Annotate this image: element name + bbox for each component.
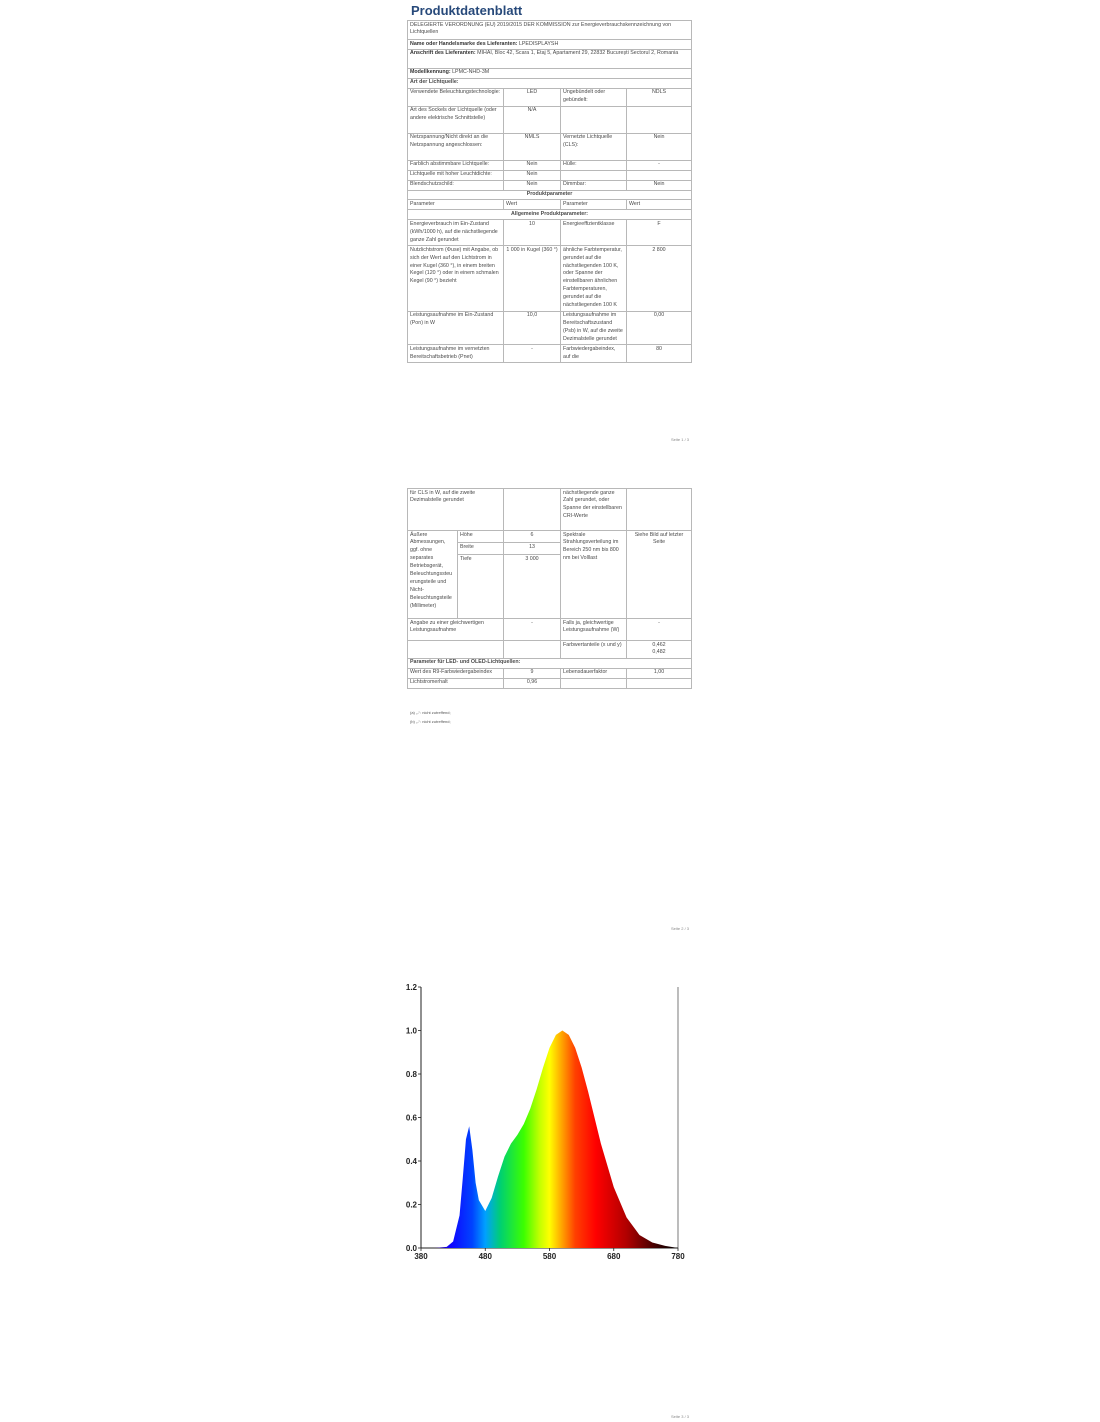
x-tick-label: 480: [478, 1252, 492, 1261]
y-tick-label: 0.6: [405, 1113, 417, 1123]
product-params-header: Produktparameter: [408, 190, 692, 200]
column-header: Wert: [627, 200, 692, 210]
x-tick-label: 580: [542, 1252, 557, 1261]
general-params-header: Allgemeine Produktparameter:: [408, 210, 692, 220]
cell-value: Nein: [504, 180, 561, 190]
datasheet-table-1: [407, 20, 692, 363]
cell-label: Art des Sockels der Lichtquelle (oder andere elektrische Schnittstelle): [408, 106, 504, 133]
cell-value: 80: [627, 345, 692, 363]
cell-value: F: [627, 220, 692, 246]
cell-label: Leistungsaufnahme im vernetzten Bereitschaftsbetrieb (Pnet): [408, 345, 504, 363]
cell-value: N/A: [504, 106, 561, 133]
y-tick-label: 1.0: [405, 1026, 417, 1036]
datasheet-table-2: [407, 488, 692, 689]
cell-value: 3 000: [504, 555, 561, 619]
spectrum-area: [421, 1031, 678, 1249]
cell-value: 0,462 0,482: [627, 641, 692, 659]
cell-label: Ungebündelt oder gebündelt:: [561, 88, 627, 106]
cell-label: Leistungsaufnahme im Ein-Zustand (Pon) in W: [408, 311, 504, 345]
cell-value: 6: [504, 531, 561, 543]
cell-label: Verwendete Beleuchtungstechnologie:: [408, 88, 504, 106]
cell-value: -: [504, 619, 561, 641]
cell-label: Farbwiedergabeindex, auf die: [561, 345, 627, 363]
x-tick-label: 380: [414, 1252, 428, 1261]
cell-empty: [627, 678, 692, 688]
y-tick-label: 1.2: [405, 983, 417, 992]
cell-label: Nutzlichtstrom (Φuse) mit Angabe, ob sich der Wert auf den Lichtstrom in einer Kugel (360 °), in einem breiten Kegel (120 °) oder in einem schmalen Kegel (90 °) bezieht: [408, 246, 504, 312]
page-number: Seite 3 / 3: [671, 1414, 690, 1419]
cell-label: Netzspannung/Nicht direkt an die Netzspannung angeschlossen:: [408, 133, 504, 160]
page-number: Seite 2 / 3: [671, 926, 690, 931]
cell-label: Höhe: [458, 531, 504, 543]
cell-value: -: [627, 619, 692, 641]
cell-value: Nein: [504, 160, 561, 170]
cell-value: 1 000 in Kugel (360 °): [504, 246, 561, 312]
cell-label: Farbwertanteile (x und y): [561, 641, 627, 659]
cell-value: 0,96: [504, 678, 561, 688]
cell-empty: [561, 106, 627, 133]
cell-value: Siehe Bild auf letzter Seite: [627, 531, 692, 619]
cell-value: LED: [504, 88, 561, 106]
cell-label: Spektrale Strahlungsverteilung im Bereich 250 nm bis 800 nm bei Volllast: [561, 531, 627, 619]
page-2: [407, 488, 691, 728]
cell-label: Wert des R9-Farbwiedergabeindex: [408, 668, 504, 678]
page-number: Seite 1 / 3: [671, 437, 690, 442]
cell-label: Blendschutzschild:: [408, 180, 504, 190]
footnote: (a) „-“: nicht zutreffend;: [410, 710, 451, 715]
column-header: Wert: [504, 200, 561, 210]
page-3: [407, 978, 691, 1268]
cell-label: für CLS in W, auf die zweite Dezimalstelle gerundet: [408, 489, 504, 531]
cell-value: 10,0: [504, 311, 561, 345]
cell-label: Äußere Abmessungen, ggf. ohne separates Betriebsgerät, Beleuchtungssteuerungsteile und Nicht-Beleuchtungsteile (Millimeter): [408, 531, 458, 619]
page-title: Produktdatenblatt: [411, 3, 523, 18]
cell-empty: [561, 170, 627, 180]
cell-label: Hülle:: [561, 160, 627, 170]
cell-label: Lichtstromerhalt: [408, 678, 504, 688]
cell-value: 9: [504, 668, 561, 678]
y-tick-label: 0.2: [405, 1200, 417, 1210]
cell-label: Falls ja, gleichwertige Leistungsaufnahme (W): [561, 619, 627, 641]
cell-value: Nein: [627, 133, 692, 160]
cell-label: Leistungsaufnahme im Bereitschaftszustand (Psb) in W, auf die zweite Dezimalstelle gerundet: [561, 311, 627, 345]
cell-value: Nein: [627, 180, 692, 190]
cell-label: Energieeffizientklasse: [561, 220, 627, 246]
cell-label: Dimmbar:: [561, 180, 627, 190]
cell-value: NMLS: [504, 133, 561, 160]
cell-empty: [561, 678, 627, 688]
cell-empty: [627, 489, 692, 531]
model-row: Modellkennung: LPMC-NHD-3M: [408, 68, 692, 78]
cell-value: -: [504, 345, 561, 363]
supplier-row: Name oder Handelsmarke des Lieferanten: LPEDISPLAYSH: [408, 40, 692, 50]
address-row: Anschrift des Lieferanten: MIHAI, Bloc 42, Scara 1, Etaj 5, Apartament 29, 22832 București Sectorul 2, Romania: [408, 49, 692, 68]
cell-label: Farblich abstimmbare Lichtquelle:: [408, 160, 504, 170]
y-tick-label: 0.4: [405, 1157, 417, 1166]
cell-value: 1,00: [627, 668, 692, 678]
cell-label: ähnliche Farbtemperatur, gerundet auf die nächstliegenden 100 K, oder Spanne der einstellbaren ähnlichen Farbtemperaturen, gerundet auf die nächstliegenden 100 K: [561, 246, 627, 312]
cell-value: 2 800: [627, 246, 692, 312]
footnote: (b) „-“: nicht zutreffend;: [410, 719, 451, 724]
cell-label: Angabe zu einer gleichwertigen Leistungsaufnahme: [408, 619, 504, 641]
cell-empty: [627, 106, 692, 133]
cell-value: 0,00: [627, 311, 692, 345]
cell-empty: [504, 641, 561, 659]
y-tick-label: 0.0: [405, 1244, 417, 1253]
cell-value: NDLS: [627, 88, 692, 106]
cell-empty: [627, 170, 692, 180]
x-tick-label: 680: [607, 1252, 621, 1261]
cell-label: nächstliegende ganze Zahl gerundet, oder Spanne der einstellbaren CRI-Werte: [561, 489, 627, 531]
regulation-text: DELEGIERTE VERORDNUNG (EU) 2019/2015 DER KOMMISSION zur Energieverbrauchskennzeichnung von Lichtquellen: [408, 21, 692, 40]
cell-value: -: [627, 160, 692, 170]
cell-value: 13: [504, 543, 561, 555]
cell-label: Lebensdauerfaktor: [561, 668, 627, 678]
page-1: [407, 0, 691, 436]
cell-label: Energieverbrauch im Ein-Zustand (kWh/1000 h), auf die nächstliegende ganze Zahl gerundet: [408, 220, 504, 246]
cell-value: Nein: [504, 170, 561, 180]
type-header: Art der Lichtquelle:: [408, 78, 692, 88]
cell-label: Tiefe: [458, 555, 504, 619]
led-params-header: Parameter für LED- und OLED-Lichtquellen:: [408, 658, 692, 668]
cell-label: Breite: [458, 543, 504, 555]
cell-label: Lichtquelle mit hoher Leuchtdichte:: [408, 170, 504, 180]
spectrum-chart: [407, 978, 691, 1268]
x-tick-label: 780: [671, 1252, 685, 1261]
cell-value: 10: [504, 220, 561, 246]
column-header: Parameter: [561, 200, 627, 210]
y-tick-label: 0.8: [405, 1070, 417, 1079]
column-header: Parameter: [408, 200, 504, 210]
cell-empty: [504, 489, 561, 531]
cell-empty: [408, 641, 504, 659]
cell-label: Vernetzte Lichtquelle (CLS):: [561, 133, 627, 160]
